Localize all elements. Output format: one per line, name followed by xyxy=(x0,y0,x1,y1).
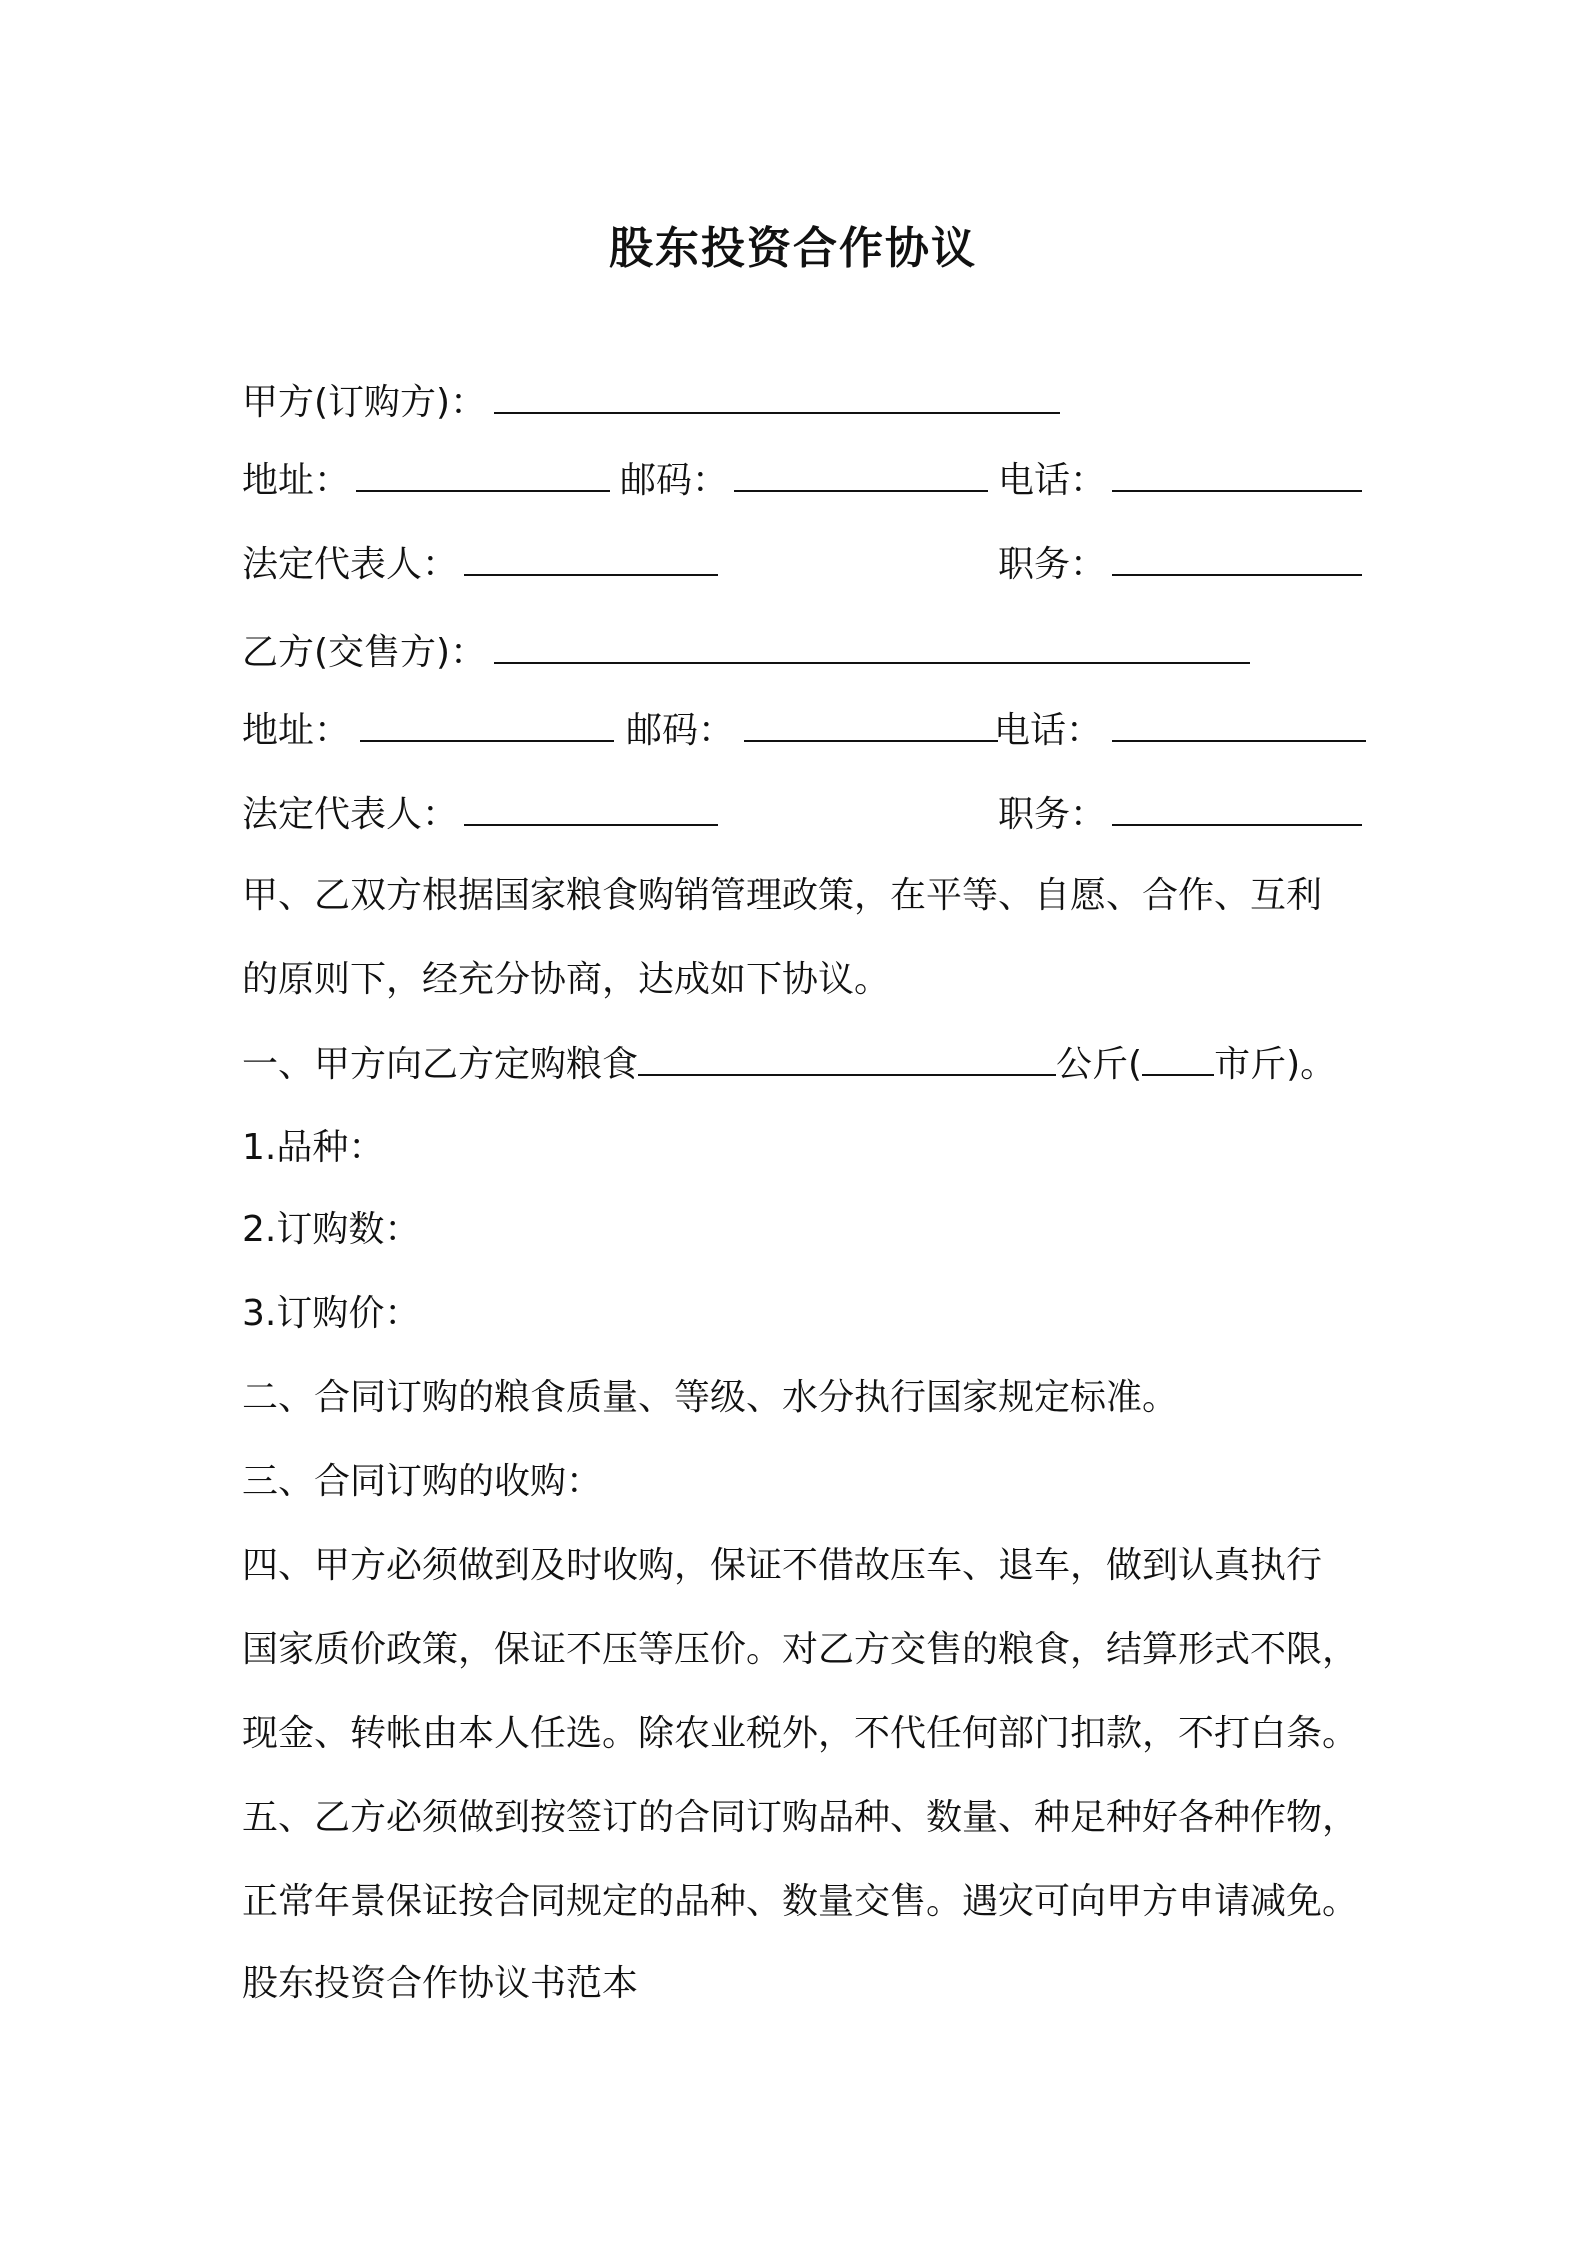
party-a-name-blank xyxy=(494,378,1060,414)
clause-1-unit-kg: 公斤( xyxy=(1056,1044,1143,1085)
clause-4-line-2: 国家质价政策，保证不压等压价。对乙方交售的粮食，结算形式不限， xyxy=(242,1629,1359,1670)
clause-4-line-1: 四、甲方必须做到及时收购，保证不借故压车、退车，做到认真执行 xyxy=(242,1545,1323,1586)
item-order-price: 3.订购价： xyxy=(242,1293,421,1334)
clause-1 xyxy=(242,1040,1336,1089)
party-b-name-blank xyxy=(494,628,1250,664)
intro-line-1: 甲、乙双方根据国家粮食购销管理政策，在平等、自愿、合作、互利 xyxy=(242,875,1323,916)
intro-line-2: 的原则下，经充分协商，达成如下协议。 xyxy=(242,959,891,1000)
party-a-address-row xyxy=(242,456,610,505)
party-a-position-label: 职务： xyxy=(998,544,1107,585)
clause-5-line-1: 五、乙方必须做到按签订的合同订购品种、数量、种足种好各种作物， xyxy=(242,1797,1359,1838)
party-b-position-blank xyxy=(1112,790,1362,826)
party-a-address-blank xyxy=(356,456,610,492)
party-a-legal-rep-row xyxy=(242,540,718,589)
clause-1-jin-blank xyxy=(1142,1040,1214,1076)
party-b-position-label: 职务： xyxy=(998,794,1107,835)
party-a-postcode-row xyxy=(620,456,988,505)
party-a-name-row xyxy=(242,378,1060,427)
party-a-legal-rep-blank xyxy=(464,540,718,576)
party-b-address-blank xyxy=(360,706,614,742)
party-b-position-row xyxy=(998,790,1362,839)
item-variety: 1.品种： xyxy=(242,1127,385,1168)
clause-2: 二、合同订购的粮食质量、等级、水分执行国家规定标准。 xyxy=(242,1377,1179,1418)
party-b-legal-rep-label: 法定代表人： xyxy=(242,794,459,835)
clause-1-text: 一、甲方向乙方定购粮食 xyxy=(242,1044,639,1085)
document-footer: 股东投资合作协议书范本 xyxy=(242,1963,639,2004)
party-b-postcode-blank xyxy=(744,706,998,742)
party-b-name-label: 乙方(交售方)： xyxy=(242,632,487,673)
party-b-phone-label: 电话： xyxy=(994,710,1103,751)
party-b-legal-rep-row xyxy=(242,790,718,839)
party-a-legal-rep-label: 法定代表人： xyxy=(242,544,459,585)
party-a-address-label: 地址： xyxy=(242,460,351,501)
party-a-phone-label: 电话： xyxy=(998,460,1107,501)
party-b-legal-rep-blank xyxy=(464,790,718,826)
party-b-address-label: 地址： xyxy=(242,710,351,751)
party-a-phone-row xyxy=(998,456,1362,505)
document-title: 股东投资合作协议 xyxy=(609,223,977,274)
party-b-postcode-label: 邮码： xyxy=(626,710,735,751)
clause-4-line-3: 现金、转帐由本人任选。除农业税外，不代任何部门扣款，不打白条。 xyxy=(242,1713,1359,1754)
party-a-postcode-blank xyxy=(734,456,988,492)
party-b-phone-blank xyxy=(1112,706,1366,742)
party-a-postcode-label: 邮码： xyxy=(620,460,729,501)
party-a-phone-blank xyxy=(1112,456,1362,492)
party-b-address-row xyxy=(242,706,614,755)
party-b-name-row xyxy=(242,628,1250,677)
party-a-name-label: 甲方(订购方)： xyxy=(242,382,487,423)
party-b-postcode-row xyxy=(626,706,998,755)
party-b-phone-row xyxy=(994,706,1366,755)
party-a-position-blank xyxy=(1112,540,1362,576)
clause-1-unit-jin: 市斤)。 xyxy=(1214,1044,1337,1085)
clause-1-quantity-blank xyxy=(638,1040,1056,1076)
item-order-quantity: 2.订购数： xyxy=(242,1209,421,1250)
clause-3: 三、合同订购的收购： xyxy=(242,1461,603,1502)
clause-5-line-2: 正常年景保证按合同规定的品种、数量交售。遇灾可向甲方申请减免。 xyxy=(242,1881,1359,1922)
party-a-position-row xyxy=(998,540,1362,589)
